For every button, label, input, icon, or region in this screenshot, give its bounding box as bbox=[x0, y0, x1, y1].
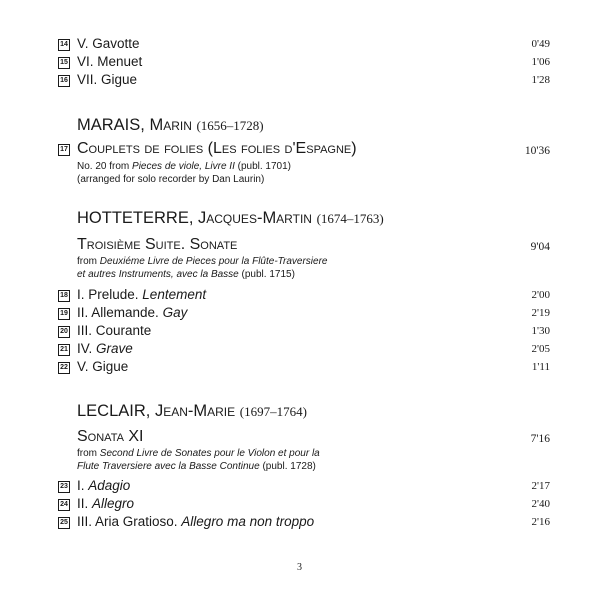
work-troisieme-suite bbox=[77, 234, 550, 256]
track-duration: 2'05 bbox=[531, 343, 550, 355]
work-duration: 9'04 bbox=[530, 241, 550, 253]
track-number: 16 bbox=[58, 75, 70, 87]
track-number: 20 bbox=[58, 326, 70, 338]
track-duration: 2'17 bbox=[531, 480, 550, 492]
track-number: 17 bbox=[58, 144, 70, 156]
track-number: 14 bbox=[58, 39, 70, 51]
track-title: V. Gavotte bbox=[77, 36, 140, 51]
work-note: (arranged for solo recorder by Dan Laurin) bbox=[77, 174, 265, 185]
track-title: V. Gigue bbox=[77, 359, 129, 374]
track-number: 23 bbox=[58, 481, 70, 493]
composer-dates: (1674–1763) bbox=[316, 211, 384, 226]
track-24 bbox=[58, 495, 550, 513]
track-title: II. Allegro bbox=[77, 496, 135, 511]
track-number: 18 bbox=[58, 290, 70, 302]
composer-surname: MARAIS, bbox=[77, 116, 145, 134]
work-title: Sonata XI bbox=[77, 428, 144, 445]
track-duration: 0'49 bbox=[531, 38, 550, 50]
track-18 bbox=[58, 286, 550, 304]
composer-hotteterre bbox=[77, 207, 384, 230]
track-duration: 2'40 bbox=[531, 498, 550, 510]
composer-surname: LECLAIR, bbox=[77, 402, 151, 420]
track-title: III. Aria Gratioso. Allegro ma non troppo bbox=[77, 514, 315, 529]
track-duration: 1'11 bbox=[531, 361, 550, 373]
track-title: I. Prelude. Lentement bbox=[77, 287, 207, 302]
composer-firstname: Marin bbox=[149, 116, 192, 134]
work-note: et autres Instruments, avec la Basse (publ. 1715) bbox=[77, 269, 295, 280]
composer-surname: HOTTETERRE, bbox=[77, 209, 194, 227]
track-number: 22 bbox=[58, 362, 70, 374]
work-duration: 10'36 bbox=[524, 145, 550, 157]
track-duration: 2'19 bbox=[531, 307, 550, 319]
work-sonata-xi bbox=[77, 426, 550, 448]
track-22 bbox=[58, 358, 550, 376]
track-number: 24 bbox=[58, 499, 70, 511]
track-16 bbox=[58, 71, 550, 89]
track-duration: 2'16 bbox=[531, 516, 550, 528]
work-note: from Deuxiéme Livre de Pieces pour la Flûte-Traversiere bbox=[77, 256, 328, 267]
track-duration: 1'28 bbox=[531, 74, 550, 86]
work-note: No. 20 from Pieces de viole, Livre II (publ. 1701) bbox=[77, 161, 292, 172]
track-number: 15 bbox=[58, 57, 70, 69]
composer-leclair bbox=[77, 400, 307, 423]
track-title: I. Adagio bbox=[77, 478, 131, 493]
track-duration: 1'30 bbox=[531, 325, 550, 337]
work-couplets bbox=[60, 138, 550, 160]
track-number: 25 bbox=[58, 517, 70, 529]
track-title: VII. Gigue bbox=[77, 72, 138, 87]
track-title: IV. Grave bbox=[77, 341, 133, 356]
composer-firstname: Jacques-Martin bbox=[198, 209, 312, 227]
work-duration: 7'16 bbox=[530, 433, 550, 445]
track-14 bbox=[58, 35, 550, 53]
track-title: VI. Menuet bbox=[77, 54, 143, 69]
track-23 bbox=[58, 477, 550, 495]
track-title: III. Courante bbox=[77, 323, 152, 338]
track-duration: 2'00 bbox=[531, 289, 550, 301]
track-number: 21 bbox=[58, 344, 70, 356]
composer-dates: (1697–1764) bbox=[239, 404, 307, 419]
page-number: 3 bbox=[297, 562, 302, 573]
work-title: Troisième Suite. Sonate bbox=[77, 236, 238, 253]
track-20 bbox=[58, 322, 550, 340]
track-title: II. Allemande. Gay bbox=[77, 305, 188, 320]
composer-marais bbox=[77, 114, 264, 137]
track-duration: 1'06 bbox=[531, 56, 550, 68]
composer-dates: (1656–1728) bbox=[196, 118, 264, 133]
track-25 bbox=[58, 513, 550, 531]
work-note: Flute Traversiere avec la Basse Continue (publ. 1728) bbox=[77, 461, 316, 472]
track-19 bbox=[58, 304, 550, 322]
composer-firstname: Jean-Marie bbox=[154, 402, 236, 420]
track-number: 19 bbox=[58, 308, 70, 320]
track-21 bbox=[58, 340, 550, 358]
work-note: from Second Livre de Sonates pour le Violon et pour la bbox=[77, 448, 320, 459]
work-title: Couplets de folies (Les folies d'Espagne) bbox=[77, 140, 357, 157]
track-15 bbox=[58, 53, 550, 71]
